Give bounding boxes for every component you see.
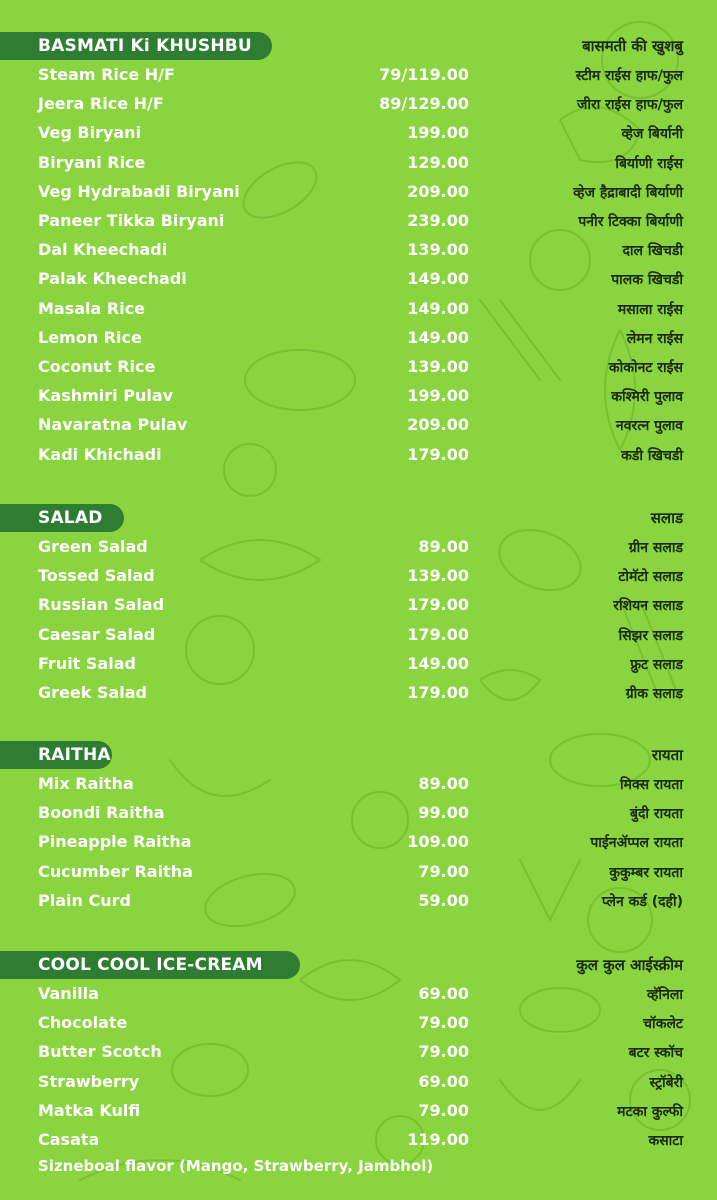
menu-item-name-hindi: सिझर सलाड <box>618 627 683 644</box>
menu-item-name-hindi: रशियन सलाड <box>613 598 683 615</box>
menu-item-row <box>0 680 717 709</box>
menu-item-row <box>0 266 717 295</box>
menu-item-price: 109.00 <box>407 832 469 852</box>
menu-item-name: Mix Raitha <box>38 774 134 793</box>
menu-item-name: Kashmiri Pulav <box>38 386 174 406</box>
menu-item-name: Jeera Rice H/F <box>38 94 164 114</box>
menu-item-name: Veg Biryani <box>38 123 142 143</box>
flavor-note: Sizneboal flavor (Mango, Strawberry, Jambhol) <box>38 1157 434 1176</box>
menu-item-name: Butter Scotch <box>38 1042 162 1062</box>
menu-item-row <box>0 150 717 179</box>
menu-item-name-hindi: बिर्याणी राईस <box>615 155 683 172</box>
menu-item-price: 79/119.00 <box>379 65 469 84</box>
menu-item-name: Paneer Tikka Biryani <box>38 211 225 230</box>
menu-item-price: 149.00 <box>407 653 469 673</box>
menu-item-name-hindi: लेमन राईस <box>626 330 683 347</box>
section-title-hindi: सलाड <box>650 509 683 527</box>
menu-item-row <box>0 859 717 888</box>
menu-item-name-hindi: कोकोनट राईस <box>608 360 683 376</box>
menu-item-price: 239.00 <box>407 211 469 230</box>
menu-item-name-hindi: प्लेन कर्ड (दही) <box>601 893 683 910</box>
menu-item-price: 139.00 <box>407 566 469 586</box>
menu-item-row <box>0 91 717 120</box>
menu-item-name: Pineapple Raitha <box>38 832 192 852</box>
menu-item-name: Dal Kheechadi <box>38 240 168 260</box>
menu-item-name-hindi: बुंदी रायता <box>629 806 683 823</box>
menu-item-row <box>0 296 717 325</box>
menu-item-name: Veg Hydrabadi Biryani <box>38 181 240 201</box>
menu-item-row <box>0 888 717 917</box>
menu-item-name-hindi: व्हेज हैद्राबादी बिर्याणी <box>573 184 683 201</box>
menu-item-price: 79.00 <box>418 1013 469 1033</box>
menu-item-price: 119.00 <box>407 1130 469 1149</box>
menu-item-row <box>0 1010 717 1039</box>
menu-item-price: 89/129.00 <box>379 94 469 114</box>
menu-item-price: 179.00 <box>407 624 469 644</box>
menu-item-price: 69.00 <box>418 1071 469 1091</box>
menu-item-row <box>0 1039 717 1068</box>
menu-item-row <box>0 829 717 858</box>
menu-item-name-hindi: व्हॅनिला <box>647 987 683 1003</box>
menu-item-name: Palak Kheechadi <box>38 269 187 289</box>
menu-item-name: Caesar Salad <box>38 624 156 644</box>
menu-item-price: 79.00 <box>418 861 469 881</box>
menu-item-price: 179.00 <box>407 444 469 464</box>
menu-item-price: 209.00 <box>407 415 469 435</box>
menu-item-price: 139.00 <box>407 357 469 376</box>
menu-item-row <box>0 800 717 829</box>
menu-item-name: Coconut Rice <box>38 357 156 376</box>
menu-item-name-hindi: कुकुम्बर रायता <box>609 864 683 881</box>
menu-item-row <box>0 120 717 149</box>
menu-item-name: Cucumber Raitha <box>38 861 193 881</box>
menu-item-name: Lemon Rice <box>38 327 142 347</box>
menu-item-name-hindi: पाईनॲप्पल रायता <box>590 835 683 852</box>
menu-item-name: Navaratna Pulav <box>38 415 188 435</box>
menu-item-price: 179.00 <box>407 683 469 702</box>
section-title-hindi: कुल कुल आईस्क्रीम <box>576 956 683 974</box>
menu-item-name: Masala Rice <box>38 298 146 318</box>
menu-item-row <box>0 771 717 800</box>
menu-item-name: Steam Rice H/F <box>38 65 175 84</box>
menu-item-name-hindi: नवरत्न पुलाव <box>615 418 683 435</box>
menu-item-price: 99.00 <box>418 803 469 823</box>
menu-item-price: 79.00 <box>418 1042 469 1062</box>
menu-item-name-hindi: चॉकलेट <box>643 1016 683 1033</box>
menu-item-price: 149.00 <box>407 269 469 289</box>
menu-item-price: 69.00 <box>418 984 469 1003</box>
section-title: SALAD <box>0 504 124 532</box>
menu-item-row <box>0 383 717 412</box>
menu-item-name-hindi: स्ट्रॉबेरी <box>649 1074 683 1091</box>
menu-item-name-hindi: मिक्स रायता <box>620 777 683 793</box>
menu-item-name-hindi: जीरा राईस हाफ/फुल <box>576 97 683 114</box>
menu-item-row <box>0 592 717 621</box>
menu-item-row <box>0 1069 717 1098</box>
menu-item-price: 209.00 <box>407 181 469 201</box>
menu-item-row <box>0 62 717 91</box>
menu-item-row <box>0 208 717 237</box>
menu-item-name-hindi: बटर स्कॉच <box>628 1045 683 1062</box>
menu-item-price: 139.00 <box>407 240 469 260</box>
menu-item-name-hindi: व्हेज बिर्यानी <box>621 126 683 143</box>
menu-item-price: 149.00 <box>407 298 469 318</box>
menu-item-name: Russian Salad <box>38 595 165 615</box>
section-title-hindi: रायता <box>651 746 683 764</box>
menu-item-row <box>0 325 717 354</box>
menu-item-name-hindi: पनीर टिक्का बिर्याणी <box>578 214 683 230</box>
menu-item-name-hindi: टोमॅटो सलाड <box>618 569 683 586</box>
menu-item-name: Tossed Salad <box>38 566 155 586</box>
menu-item-name-hindi: मटका कुल्फी <box>617 1103 683 1120</box>
menu-item-price: 89.00 <box>418 774 469 793</box>
menu-item-name-hindi: कसाटा <box>648 1133 683 1149</box>
menu-item-name-hindi: ग्रीक सलाड <box>625 686 683 702</box>
menu-item-row <box>0 354 717 383</box>
menu-item-price: 199.00 <box>407 386 469 406</box>
menu-item-row <box>0 412 717 441</box>
menu-item-name-hindi: ग्रीन सलाड <box>628 540 683 556</box>
menu-item-name-hindi: स्टीम राईस हाफ/फुल <box>575 68 683 84</box>
menu-item-price: 59.00 <box>418 890 469 910</box>
menu-item-row <box>0 563 717 592</box>
menu-item-name: Chocolate <box>38 1013 128 1033</box>
section-title: COOL COOL ICE-CREAM <box>0 951 300 979</box>
menu-item-name: Matka Kulfi <box>38 1100 141 1120</box>
menu-item-row <box>0 1127 717 1156</box>
menu-item-price: 89.00 <box>418 537 469 556</box>
menu-item-price: 129.00 <box>407 152 469 172</box>
menu-item-row <box>0 442 717 471</box>
menu-item-name: Strawberry <box>38 1071 140 1091</box>
menu-item-row <box>0 179 717 208</box>
section-title-hindi: बासमती की खुशबु <box>582 37 683 55</box>
menu-item-row <box>0 534 717 563</box>
menu-item-name: Kadi Khichadi <box>38 444 162 464</box>
menu-item-name: Green Salad <box>38 537 148 556</box>
menu-item-row <box>0 981 717 1010</box>
menu-item-name: Boondi Raitha <box>38 803 165 823</box>
menu-item-name-hindi: पालक खिचडी <box>611 272 683 289</box>
menu-item-row <box>0 237 717 266</box>
menu-item-row <box>0 651 717 680</box>
menu-item-name-hindi: फ्रुट सलाड <box>630 656 683 673</box>
menu-item-name-hindi: मसाला राईस <box>617 301 683 318</box>
menu-item-name: Vanilla <box>38 984 99 1003</box>
menu-item-name: Fruit Salad <box>38 653 136 673</box>
menu-item-price: 149.00 <box>407 327 469 347</box>
menu-item-name: Casata <box>38 1130 100 1149</box>
menu-item-name: Greek Salad <box>38 683 147 702</box>
section-title: BASMATI Ki KHUSHBU <box>0 32 272 60</box>
menu-item-row <box>0 1098 717 1127</box>
section-title: RAITHA <box>0 741 112 769</box>
menu-item-price: 199.00 <box>407 123 469 143</box>
menu-item-price: 179.00 <box>407 595 469 615</box>
menu-item-name-hindi: कडी खिचडी <box>621 447 683 464</box>
menu-item-name: Plain Curd <box>38 890 131 910</box>
menu-item-name-hindi: दाल खिचडी <box>622 243 683 260</box>
menu-item-name: Biryani Rice <box>38 152 146 172</box>
menu-item-name-hindi: कश्मिरी पुलाव <box>611 389 683 406</box>
menu-item-row <box>0 622 717 651</box>
menu-item-price: 79.00 <box>418 1100 469 1120</box>
